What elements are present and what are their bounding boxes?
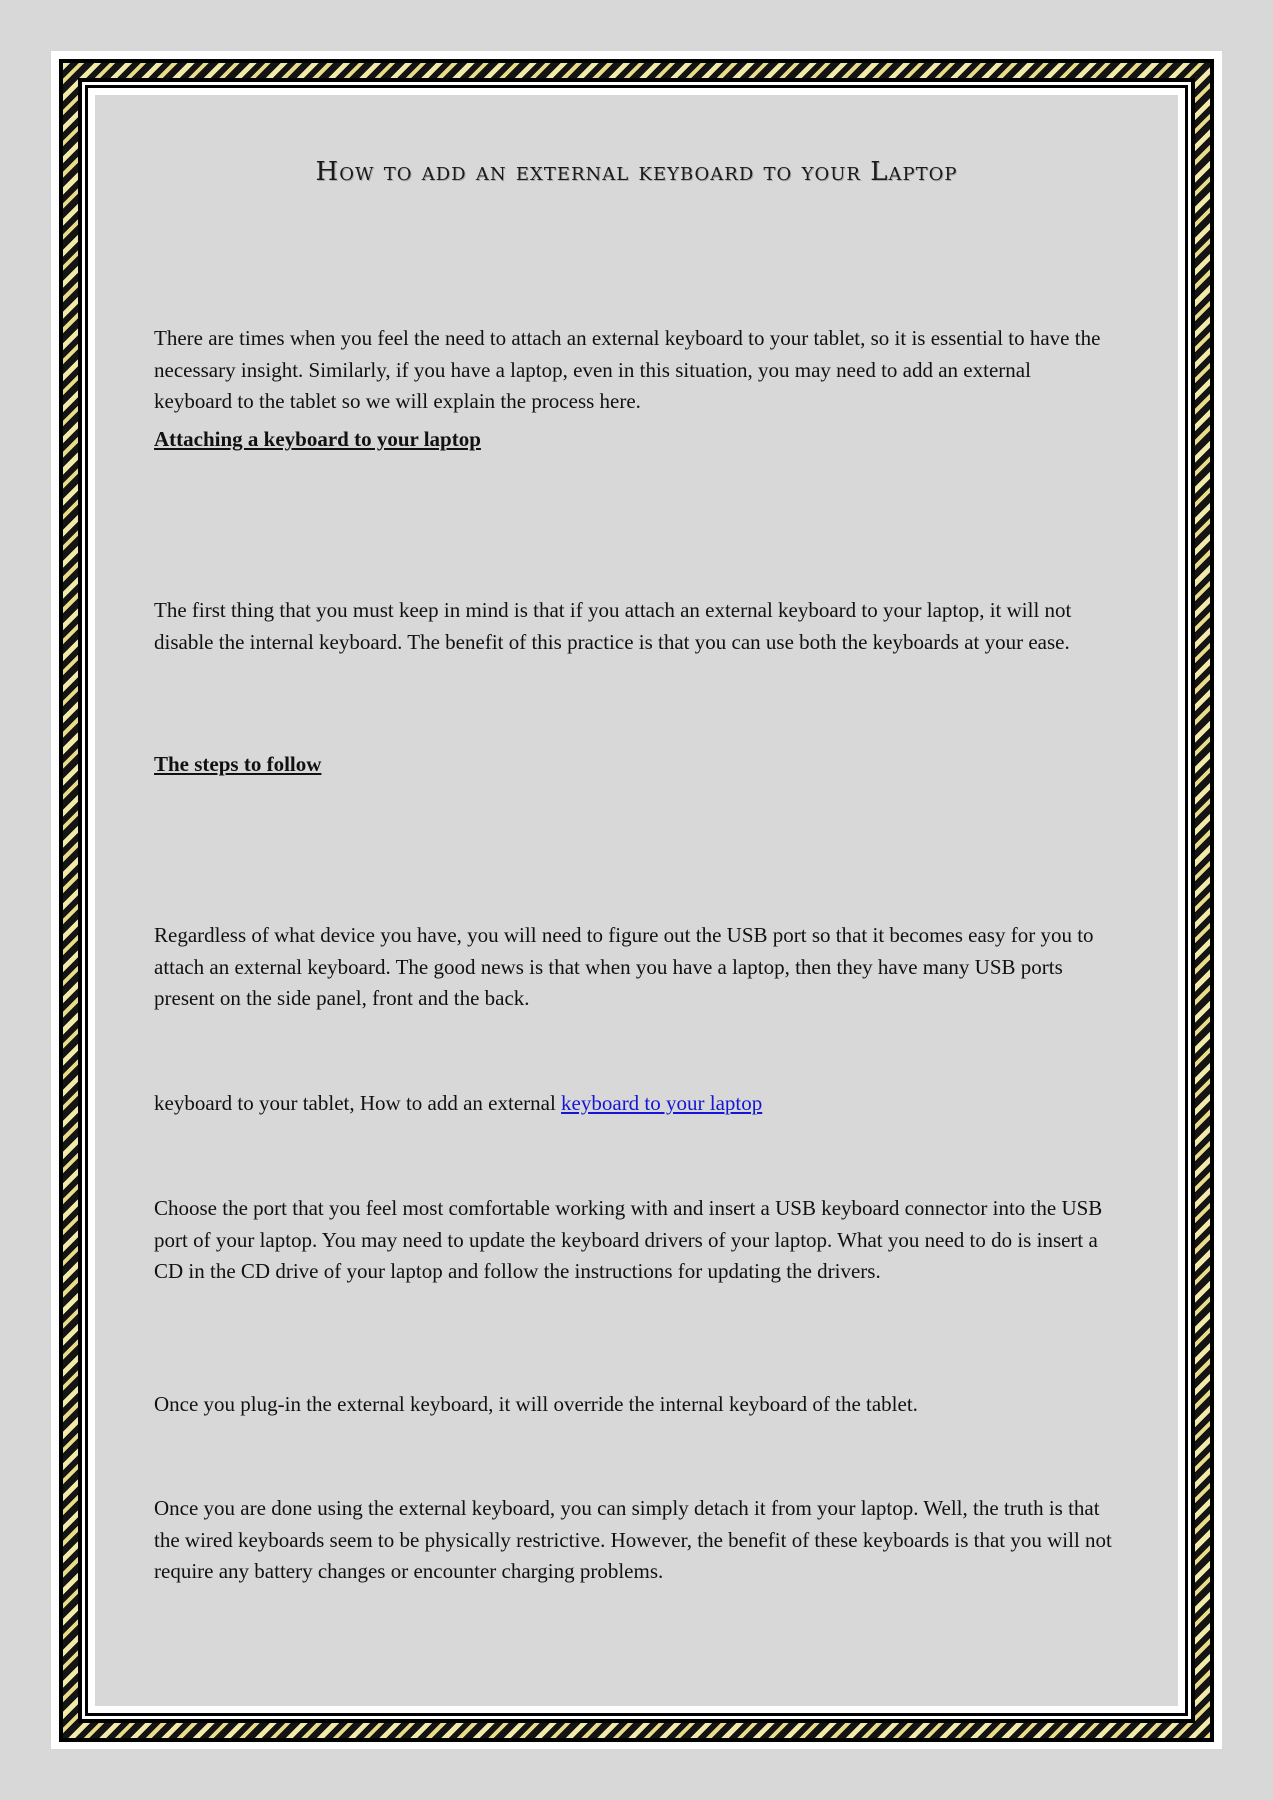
link-paragraph — [154, 1088, 1114, 1120]
override-paragraph: Once you plug-in the external keyboard, it will override the internal keyboard of the tablet. — [154, 1392, 918, 1416]
done-paragraph: Once you are done using the external keyboard, you can simply detach it from your laptop. Well, the truth is that the wired keyboards seem to be physically restrictive. However, the benefit of these keyboards is that you will not require any battery changes or encounter charging problems. — [154, 1496, 1112, 1583]
document-body — [95, 95, 1178, 1706]
keyboard-to-laptop-link[interactable]: keyboard to your laptop — [561, 1091, 763, 1115]
heading-attaching-keyboard: Attaching a keyboard to your laptop — [154, 427, 481, 451]
usb-paragraph: Regardless of what device you have, you will need to figure out the USB port so that it becomes easy for you to attach an external keyboard. The good news is that when you have a laptop, then they have many USB ports present on the side panel, front and the back. — [154, 923, 1094, 1010]
attach-paragraph: The first thing that you must keep in mind is that if you attach an external keyboard to your laptop, it will not disable the internal keyboard. The benefit of this practice is that you can use both the keyboards at your ease. — [154, 598, 1072, 654]
document-title: How to add an external keyboard to your Laptop — [315, 157, 958, 187]
intro-paragraph: There are times when you feel the need to attach an external keyboard to your tablet, so it is essential to have the necessary insight. Similarly, if you have a laptop, even in this situation, you may need to add an external keyboard to the tablet so we will explain the process here. — [154, 326, 1101, 413]
port-paragraph: Choose the port that you feel most comfortable working with and insert a USB keyboard connector into the USB port of your laptop. You may need to update the keyboard drivers of your laptop. What you need to do is insert a CD in the CD drive of your laptop and follow the instructions for updating the drivers. — [154, 1196, 1103, 1283]
heading-steps: The steps to follow — [154, 752, 322, 776]
link-line-text: keyboard to your tablet, How to add an external — [154, 1091, 562, 1115]
